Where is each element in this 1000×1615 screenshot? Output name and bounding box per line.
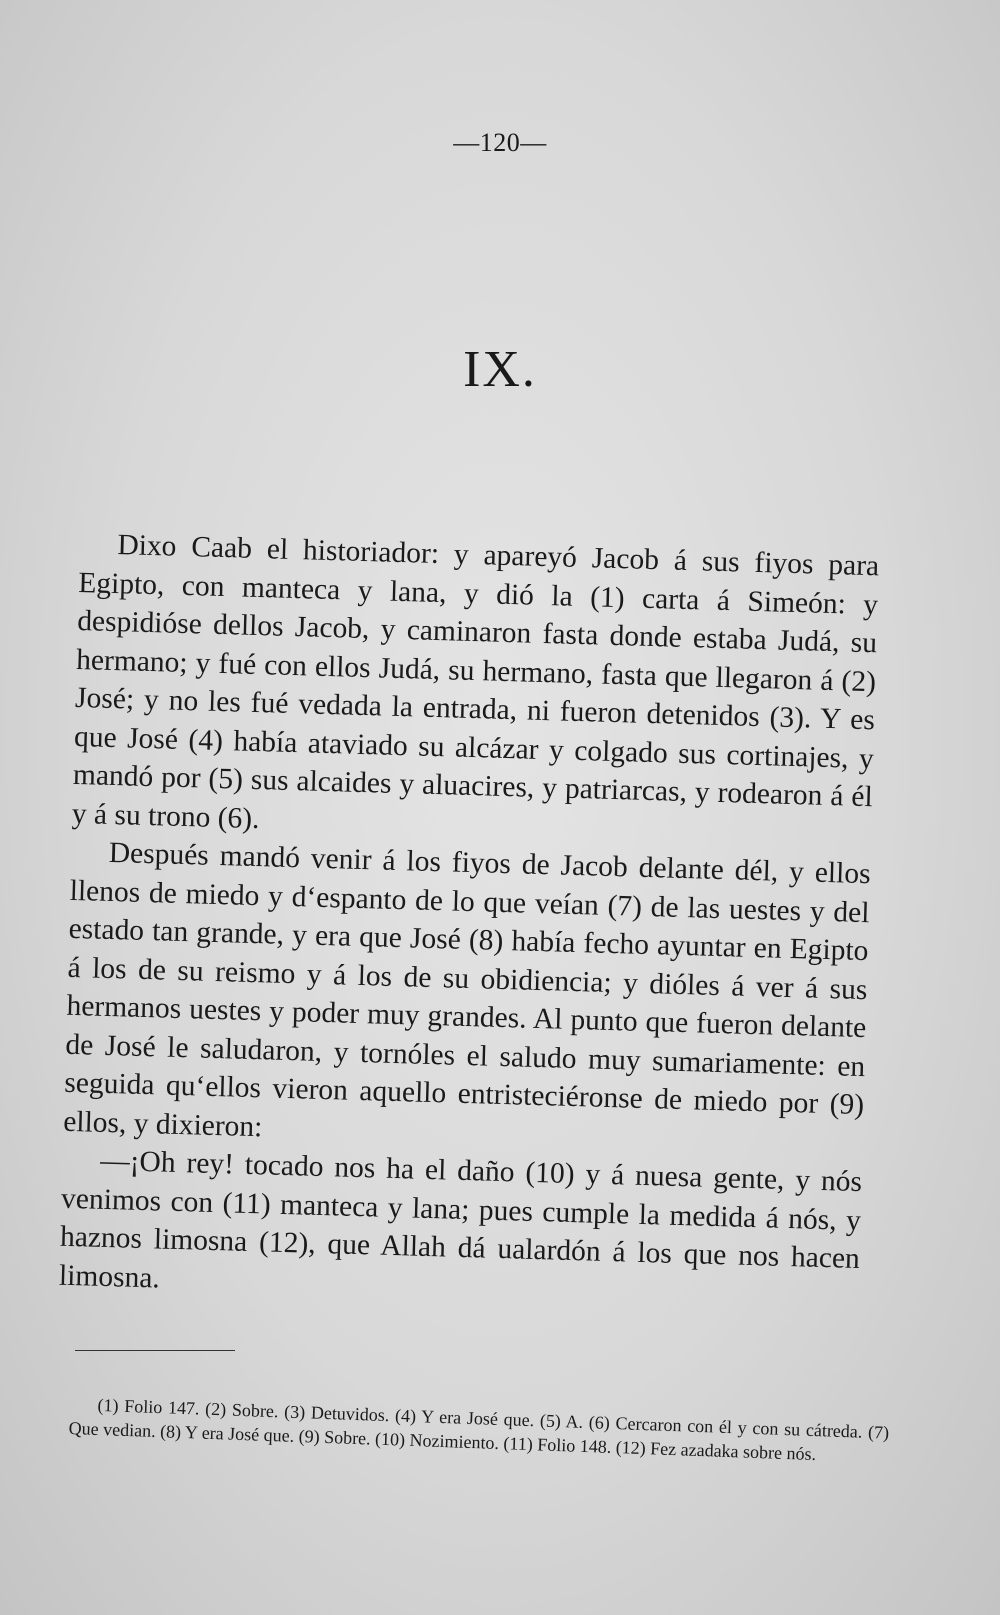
page-number: —120— <box>453 128 547 157</box>
footnote-text: (1) Folio 147. (2) Sobre. (3) Detuvidos. (4) Y era José que. (5) A. (6) Cercaron con él y con su cátreda. (7) Que vedian. (8) Y era José que. (9) Sobre. (10) Nozimiento. (11) Folio 148. (12) Fez azadaka sobre nós. <box>68 1394 890 1465</box>
body-text <box>59 525 880 1317</box>
chapter-title: IX. <box>463 341 537 398</box>
paragraph: Dixo Caab el historiador: y apareyó Jacob á sus fiyos para Egipto, con manteca y lana, y dió la (1) carta á Simeón: y despidióse dellos Jacob, y caminaron fasta donde estaba Judá, su hermano; y fué con ellos Judá, su hermano, fasta que llegaron á (2) José; y no les fué vedada la entrada, ni fueron detenidos (3). Y es que José (4) había ataviado su alcázar y colgado sus cortinajes, y mandó por (5) sus alcaides y aluacires, y patriarcas, y rodearon á él y á su trono (6). <box>71 529 880 835</box>
footnote-divider <box>75 1350 235 1351</box>
paragraph: Después mandó venir á los fiyos de Jacob delante dél, y ellos llenos de miedo y d‘espanto de lo que veían (7) de las uestes y del estado tan grande, y era que José (8) había fecho ayuntar en Egipto á los de su reismo y á los de su obidiencia; y dióles á ver á sus hermanos uestes y poder muy grandes. Al punto que fueron delante de José le saludaron, y tornóles el saludo muy sumariamente: en seguida qu‘ellos vieron aquello entristeciéronse de miedo por (9) ellos, y dixieron: <box>62 836 872 1143</box>
paragraph: —¡Oh rey! tocado nos ha el daño (10) y á nuesa gente, y nós venimos con (11) manteca y lana; pues cumple la medida á nós, y haznos limosna (12), que Allah dá ualardón á los que nos hacen limosna. <box>58 1144 863 1295</box>
footnotes <box>68 1392 889 1469</box>
